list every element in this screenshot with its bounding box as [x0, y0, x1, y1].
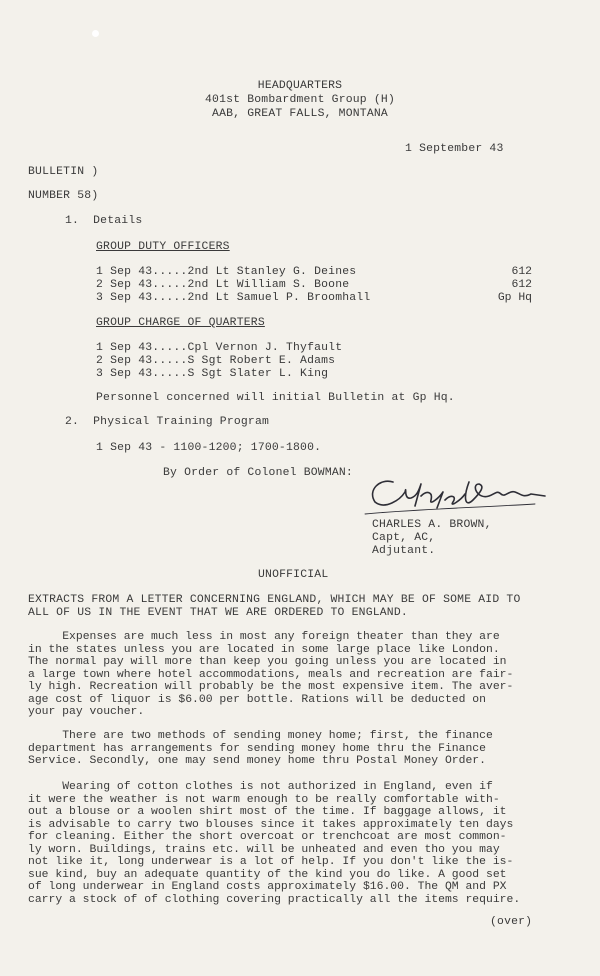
header-line-3: AAB, GREAT FALLS, MONTANA — [212, 108, 388, 120]
duty-row-code: 612 — [511, 279, 532, 291]
signer-title: Adjutant. — [372, 545, 436, 557]
initial-note: Personnel concerned will initial Bulletin at Gp Hq. — [96, 392, 455, 404]
paragraph-clothing: Wearing of cotton clothes is not authorized in England, even if it were the weather is not warm enough to be really comfortable with- out a blouse or a woolen shirt most of the time. If baggage allows, it is advisable to carry two blouses since it takes approximately ten days for cleaning. Either the short overcoat or trenchcoat are most common- ly worn. Buildings, trains etc. will be unheated and even tho you may not like it, long underwear is a lot of help. If you don't like the is- sue kind, buy an adequate quantity of the kind you do like. A good set of long underwear in England costs approximately $16.00. The QM and PX carry a stock of of clothing covering practically all the items require. — [28, 781, 521, 906]
duty-row: 2 Sep 43.....2nd Lt William S. Boone — [96, 279, 350, 291]
paragraph-sending-money: There are two methods of sending money home; first, the finance department has arrangements for sending money home thru the Finance Service. Secondly, one may send money home thru Postal Money Order. — [28, 730, 493, 767]
section-2-title: 2. Physical Training Program — [65, 416, 270, 428]
signer-rank: Capt, AC, — [372, 532, 436, 544]
duty-row: 3 Sep 43.....2nd Lt Samuel P. Broomhall — [96, 292, 371, 304]
order-by-line: By Order of Colonel BOWMAN: — [163, 467, 353, 479]
bulletin-number: NUMBER 58) — [28, 190, 99, 202]
duty-officers-heading: GROUP DUTY OFFICERS — [96, 241, 230, 253]
training-schedule: 1 Sep 43 - 1100-1200; 1700-1800. — [96, 442, 322, 454]
extract-title-line-2: ALL OF US IN THE EVENT THAT WE ARE ORDERED TO ENGLAND. — [28, 607, 408, 619]
over-note: (over) — [490, 916, 533, 928]
charge-row: 3 Sep 43.....S Sgt Slater L. King — [96, 368, 329, 380]
charge-row: 1 Sep 43.....Cpl Vernon J. Thyfault — [96, 342, 343, 354]
duty-row-code: 612 — [511, 266, 532, 278]
duty-row-code: Gp Hq — [497, 292, 532, 304]
paper-speck — [92, 30, 99, 37]
handwritten-signature — [345, 470, 555, 520]
duty-row: 1 Sep 43.....2nd Lt Stanley G. Deines — [96, 266, 357, 278]
signer-name: CHARLES A. BROWN, — [372, 519, 492, 531]
paragraph-expenses: Expenses are much less in most any foreign theater than they are in the states unless you are located in some large place like London. The normal pay will more than keep you going unless you are located in a large town where hotel accommodations, meals and recreation are fair- ly high. Recreation will probably be the most expensive item. The aver- age cost of liquor is $6.00 per bottle. Rations will be deducted on your pay voucher. — [28, 631, 514, 718]
bulletin-date: 1 September 43 — [405, 143, 504, 155]
header-line-1: HEADQUARTERS — [257, 80, 343, 92]
bulletin-label: BULLETIN ) — [28, 166, 99, 178]
unofficial-label: UNOFFICIAL — [258, 569, 329, 581]
section-1-title: 1. Details — [65, 215, 143, 227]
charge-row: 2 Sep 43.....S Sgt Robert E. Adams — [96, 355, 336, 367]
header-line-2: 401st Bombardment Group (H) — [205, 94, 395, 106]
charge-of-quarters-heading: GROUP CHARGE OF QUARTERS — [96, 317, 265, 329]
extract-title-line-1: EXTRACTS FROM A LETTER CONCERNING ENGLAND, WHICH MAY BE OF SOME AID TO — [28, 594, 521, 606]
